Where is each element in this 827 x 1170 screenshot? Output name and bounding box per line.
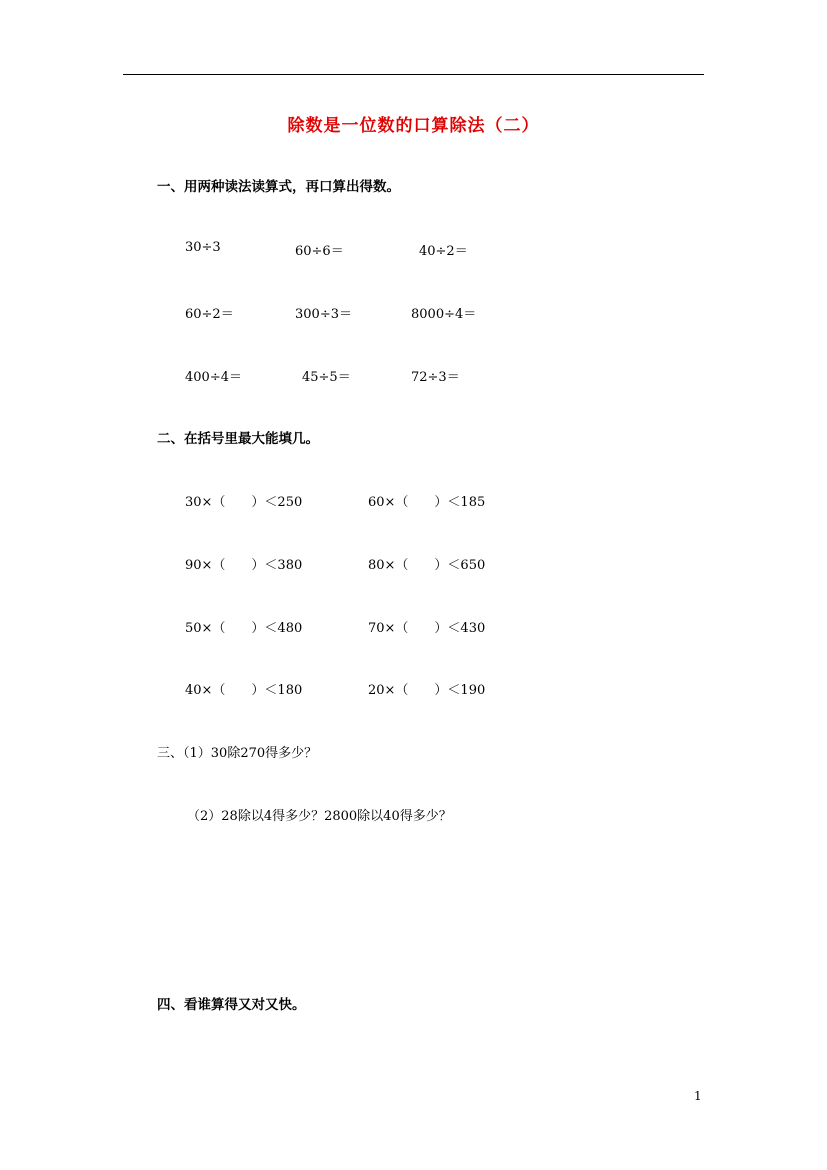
page-number: 1 <box>694 1089 702 1103</box>
inequality: 20×（ ）＜190 <box>368 683 486 698</box>
section-2-heading: 二、在括号里最大能填几。 <box>157 431 319 447</box>
header-rule <box>123 74 704 75</box>
expression: 400÷4＝ <box>185 370 242 385</box>
inequality: 40×（ ）＜180 <box>185 683 303 698</box>
inequality: 50×（ ）＜480 <box>185 621 303 636</box>
inequality: 60×（ ）＜185 <box>368 495 486 510</box>
expression: 300÷3＝ <box>295 307 352 322</box>
section-4-heading: 四、看谁算得又对又快。 <box>157 997 306 1013</box>
expression: 45÷5＝ <box>302 370 351 385</box>
expression: 60÷2＝ <box>185 307 234 322</box>
section-3-question-2: （2）28除以4得多少？2800除以40得多少？ <box>187 809 452 824</box>
page-title: 除数是一位数的口算除法（二） <box>287 116 540 136</box>
section-3-question-1: 三、（1）30除270得多少？ <box>157 746 318 761</box>
inequality: 70×（ ）＜430 <box>368 621 486 636</box>
expression: 8000÷4＝ <box>411 307 477 322</box>
section-1-heading: 一、用两种读法读算式，再口算出得数。 <box>157 179 400 195</box>
expression: 60÷6＝ <box>295 244 344 259</box>
inequality: 90×（ ）＜380 <box>185 558 303 573</box>
expression: 72÷3＝ <box>411 370 460 385</box>
inequality: 80×（ ）＜650 <box>368 558 486 573</box>
inequality: 30×（ ）＜250 <box>185 495 303 510</box>
expression: 40÷2＝ <box>419 244 468 259</box>
expression: 30÷3 <box>185 240 221 255</box>
